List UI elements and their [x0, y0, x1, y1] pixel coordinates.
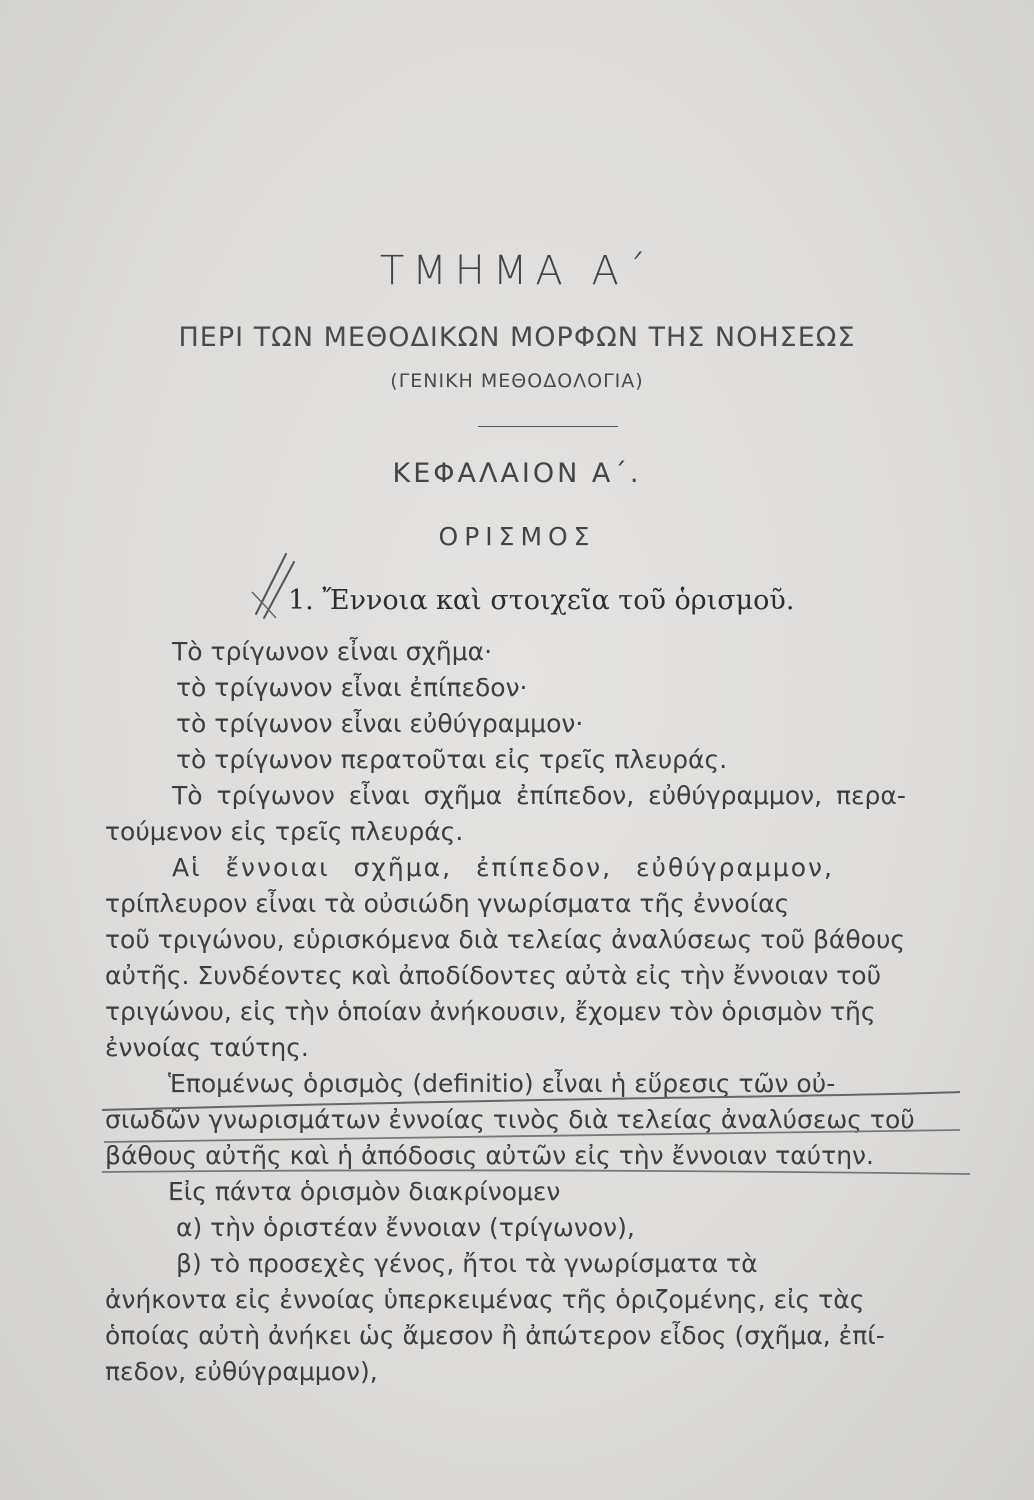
body-line: ὁποίας αὐτὴ ἀνήκει ὡς ἄμεσον ἢ ἀπώτερον εἶδος (σχῆμα, ἐπί- — [105, 1321, 885, 1350]
body-line: τὸ τρίγωνον περατοῦται εἰς τρεῖς πλευράς. — [176, 745, 728, 774]
body-line: αὐτῆς. Συνδέοντες καὶ ἀποδίδοντες αὐτὰ εἰς τὴν ἔννοιαν τοῦ — [105, 961, 882, 990]
body-line: ἀνήκοντα εἰς ἐννοίας ὑπερκειμένας τῆς ὁριζομένης, εἰς τὰς — [105, 1285, 865, 1314]
body-line: α) τὴν ὁριστέαν ἔννοιαν (τρίγωνον), — [176, 1213, 635, 1242]
body-line: τούμενον εἰς τρεῖς πλευράς. — [105, 817, 464, 846]
body-line: Τὸ τρίγωνον εἶναι σχῆμα· — [172, 637, 493, 666]
body-line: Ἑπομένως ὁρισμὸς (definitio) εἶναι ἡ εὕρεσις τῶν οὐ- — [168, 1069, 836, 1098]
part-subtitle: ΠΕΡΙ ΤΩΝ ΜΕΘΟΔΙΚΩΝ ΜΟΡΦΩΝ ΤΗΣ ΝΟΗΣΕΩΣ — [178, 322, 856, 353]
body-line: β) τὸ προσεχὲς γένος, ἤτοι τὰ γνωρίσματα τὰ — [176, 1249, 758, 1278]
body-line: ἐννοίας ταύτης. — [105, 1033, 309, 1062]
divider-rule — [478, 426, 618, 427]
body-line: Τὸ τρίγωνον εἶναι σχῆμα ἐπίπεδον, εὐθύγραμμον, περα- — [172, 781, 906, 810]
body-line: τὸ τρίγωνον εἶναι εὐθύγραμμον· — [176, 709, 584, 738]
part-title: ΤΜΗΜΑ Α΄ — [379, 248, 655, 294]
chapter-title: ΚΕΦΑΛΑΙΟΝ Α΄. — [392, 458, 642, 489]
handwritten-underline-icon — [100, 1080, 980, 1180]
part-parenthetical: (ΓΕΝΙΚΗ ΜΕΘΟΔΟΛΟΓΙΑ) — [390, 370, 644, 392]
chapter-name: ΟΡΙΣΜΟΣ — [438, 522, 596, 551]
body-line: Εἰς πάντα ὁρισμὸν διακρίνομεν — [168, 1177, 561, 1206]
section-heading: 1. Ἔννοια καὶ στοιχεῖα τοῦ ὁρισμοῦ. — [288, 585, 795, 616]
body-line: τοῦ τριγώνου, εὑρισκόμενα διὰ τελείας ἀναλύσεως τοῦ βάθους — [105, 925, 906, 954]
body-line: τριγώνου, εἰς τὴν ὁποίαν ἀνήκουσιν, ἔχομεν τὸν ὁρισμὸν τῆς — [105, 997, 876, 1026]
body-line: πεδον, εὐθύγραμμον), — [105, 1357, 378, 1386]
body-line: σιωδῶν γνωρισμάτων ἐννοίας τινὸς διὰ τελείας ἀναλύσεως τοῦ — [105, 1105, 915, 1134]
body-line: βάθους αὐτῆς καὶ ἡ ἀπόδοσις αὐτῶν εἰς τὴν ἔννοιαν ταύτην. — [105, 1141, 874, 1170]
body-line: Αἱ ἔννοιαι σχῆμα, ἐπίπεδον, εὐθύγραμμον, — [172, 853, 834, 882]
body-line: τρίπλευρον εἶναι τὰ οὐσιώδη γνωρίσματα τῆς ἐννοίας — [105, 889, 790, 918]
body-line: τὸ τρίγωνον εἶναι ἐπίπεδον· — [176, 673, 528, 702]
